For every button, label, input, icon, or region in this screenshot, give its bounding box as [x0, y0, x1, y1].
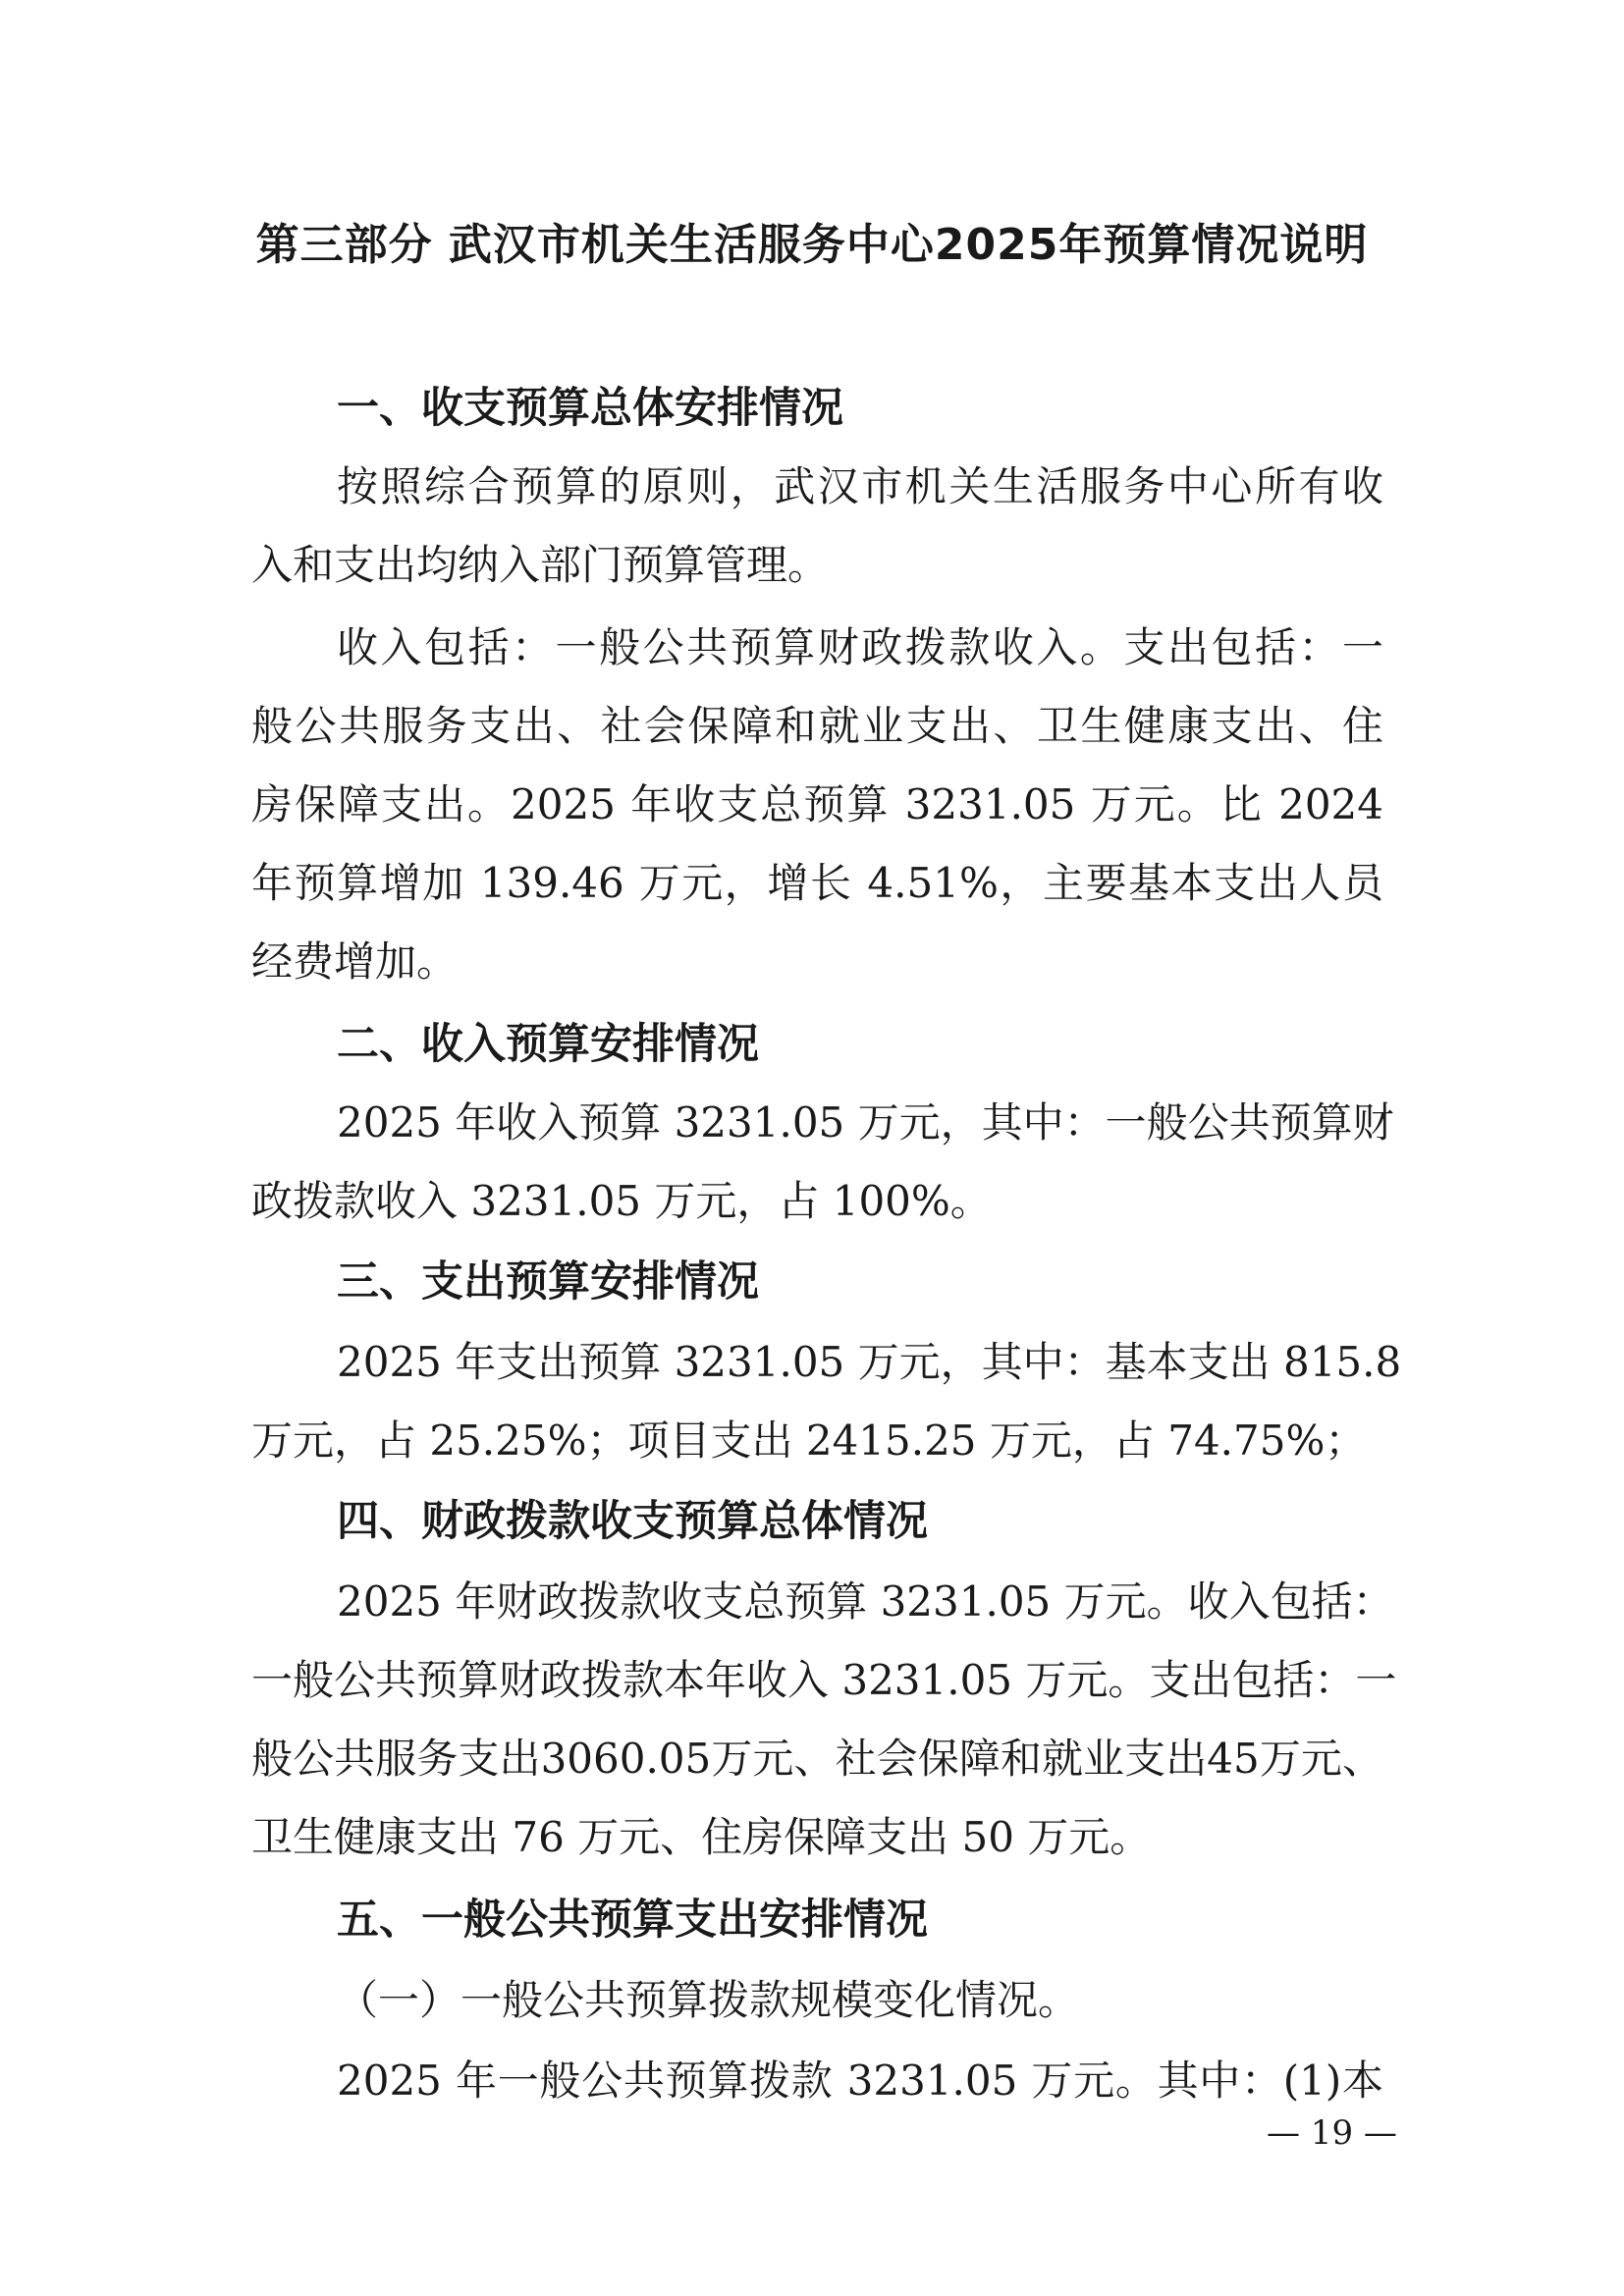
- section-heading-2: 二、收入预算安排情况: [337, 1020, 759, 1069]
- subsection-heading: （一）一般公共预算拨款规模变化情况。: [337, 1976, 1080, 2024]
- page-number: — 19 —: [1267, 2113, 1397, 2153]
- paragraph-line: 收入包括：一般公共预算财政拨款收入。支出包括：一: [337, 623, 1383, 671]
- paragraph-line: 般公共服务支出3060.05万元、社会保障和就业支出45万元、: [251, 1735, 1383, 1783]
- section-heading-4: 四、财政拨款收支预算总体情况: [337, 1497, 928, 1546]
- paragraph-line: 政拨款收入 3231.05 万元，占 100%。: [251, 1177, 992, 1225]
- paragraph-line: 2025 年财政拨款收支总预算 3231.05 万元。收入包括：: [337, 1577, 1394, 1626]
- paragraph-line: 2025 年收入预算 3231.05 万元，其中：一般公共预算财: [337, 1098, 1394, 1147]
- paragraph-line: 2025 年一般公共预算拨款 3231.05 万元。其中：(1)本: [337, 2056, 1383, 2105]
- section-heading-1: 一、收支预算总体安排情况: [337, 384, 843, 433]
- paragraph-line: 经费增加。: [251, 937, 459, 986]
- page-title: 第三部分 武汉市机关生活服务中心2025年预算情况说明: [255, 220, 1369, 270]
- paragraph-line: 万元，占 25.25%；项目支出 2415.25 万元，占 74.75%；: [251, 1416, 1367, 1465]
- paragraph-line: 2025 年支出预算 3231.05 万元，其中：基本支出 815.8: [337, 1338, 1402, 1386]
- paragraph-line: 按照综合预算的原则，武汉市机关生活服务中心所有收: [337, 462, 1383, 510]
- paragraph-line: 年预算增加 139.46 万元，增长 4.51%，主要基本支出人员: [251, 859, 1383, 907]
- section-heading-3: 三、支出预算安排情况: [337, 1257, 759, 1307]
- paragraph-line: 般公共服务支出、社会保障和就业支出、卫生健康支出、住: [251, 702, 1383, 750]
- section-heading-5: 五、一般公共预算支出安排情况: [337, 1896, 928, 1945]
- paragraph-line: 入和支出均纳入部门预算管理。: [251, 541, 830, 589]
- paragraph-line: 一般公共预算财政拨款本年收入 3231.05 万元。支出包括：一: [251, 1656, 1397, 1704]
- paragraph-line: 卫生健康支出 76 万元、住房保障支出 50 万元。: [251, 1813, 1152, 1861]
- paragraph-line: 房保障支出。2025 年收支总预算 3231.05 万元。比 2024: [251, 780, 1383, 828]
